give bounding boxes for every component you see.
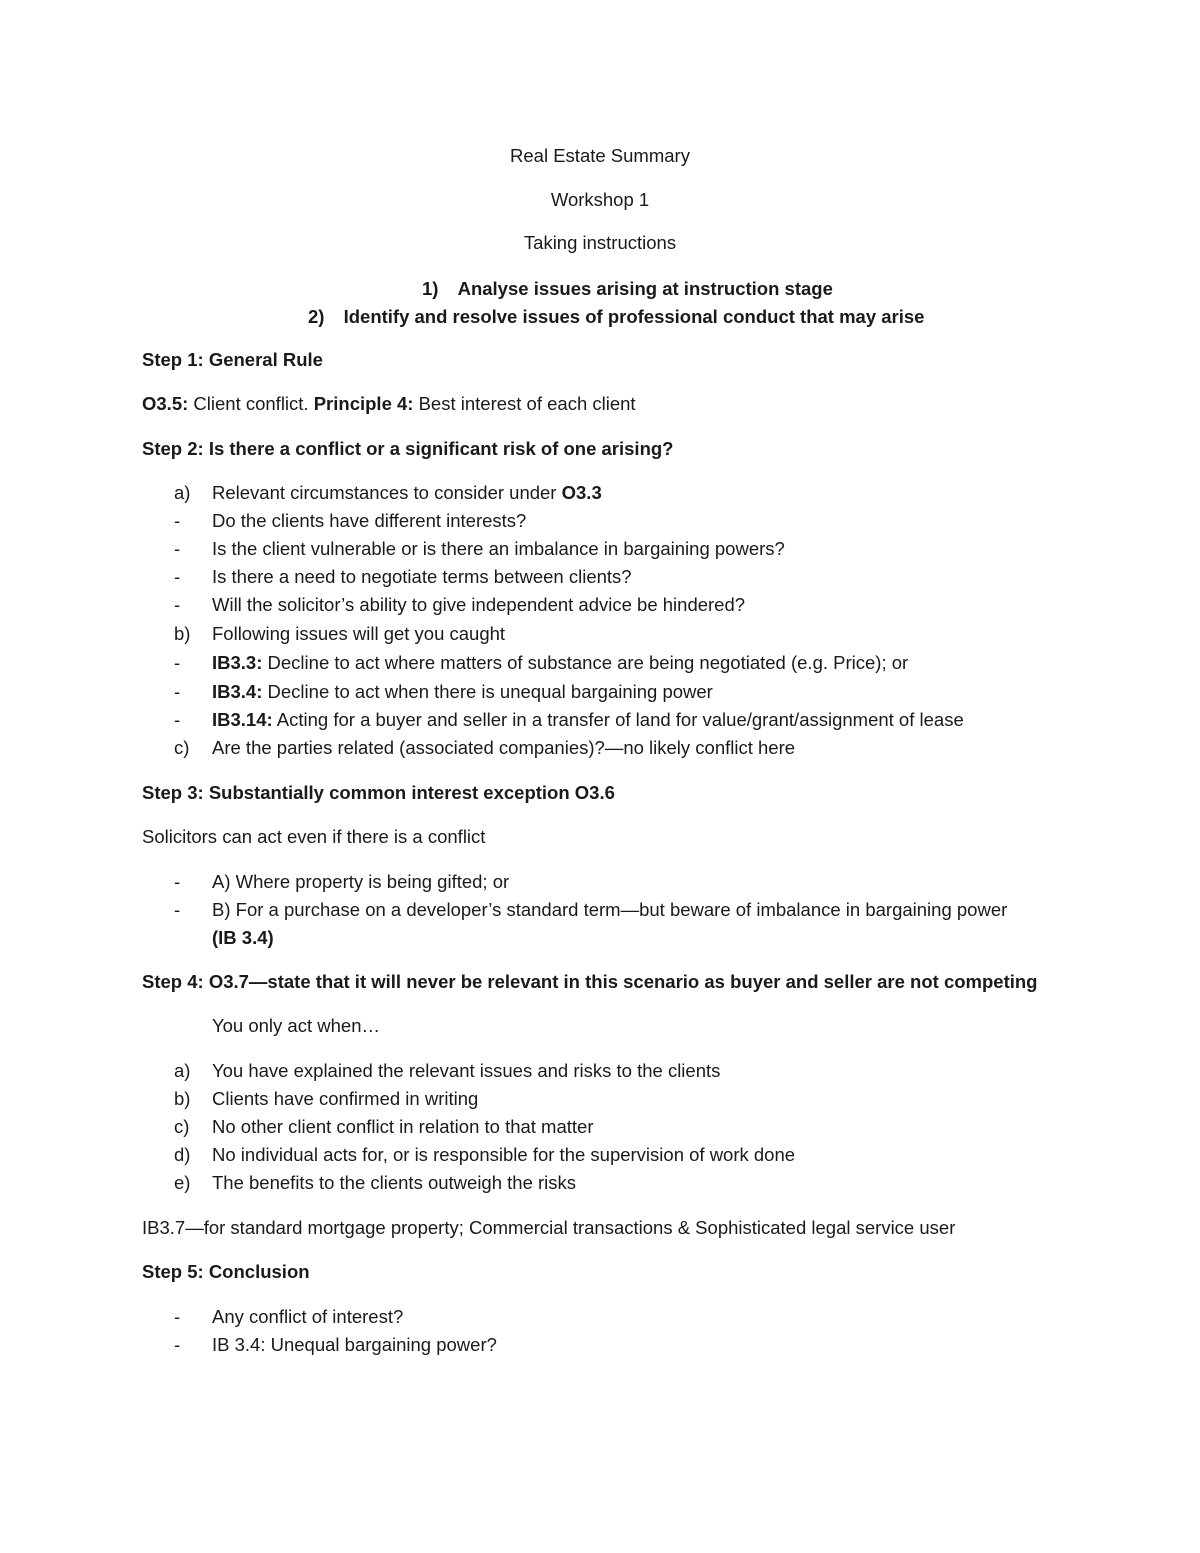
objective-text: Analyse issues arising at instruction stage — [457, 278, 833, 299]
step2-heading: Step 2: Is there a conflict or a significant risk of one arising? — [142, 438, 674, 459]
item-text: Decline to act when there is unequal bargaining power — [262, 681, 713, 702]
rule-text: Client conflict. — [188, 393, 314, 414]
list-item: Will the solicitor’s ability to give independent advice be hindered? — [212, 594, 746, 615]
document-title: Real Estate Summary — [510, 145, 690, 166]
dash-marker: - — [174, 899, 181, 920]
step3-intro: Solicitors can act even if there is a conflict — [142, 826, 486, 847]
list-marker: b) — [174, 1088, 191, 1109]
list-item: No individual acts for, or is responsible for the supervision of work done — [212, 1144, 796, 1165]
dash-marker: - — [174, 594, 181, 615]
list-item: Clients have confirmed in writing — [212, 1088, 479, 1109]
list-item-continuation: (IB 3.4) — [212, 927, 274, 948]
step1-rule — [142, 393, 636, 415]
dash-marker: - — [174, 871, 181, 892]
rule-ref: O3.5: — [142, 393, 189, 414]
workshop-label: Workshop 1 — [550, 189, 650, 210]
step2-item-c: Are the parties related (associated companies)?—no likely conflict here — [212, 737, 796, 758]
objective-text: Identify and resolve issues of professional conduct that may arise — [343, 306, 925, 327]
rule-ref: O3.3 — [561, 482, 602, 503]
dash-marker: - — [174, 709, 181, 730]
list-marker: a) — [174, 1060, 191, 1081]
dash-marker: - — [174, 652, 181, 673]
list-item: No other client conflict in relation to that matter — [212, 1116, 594, 1137]
objective-number: 1) — [422, 278, 439, 299]
step4-intro: You only act when… — [212, 1015, 380, 1036]
section-subtitle: Taking instructions — [523, 232, 677, 253]
item-text: Relevant circumstances to consider under — [212, 482, 562, 503]
step4-heading: Step 4: O3.7—state that it will never be relevant in this scenario as buyer and seller are not competing — [142, 971, 1038, 992]
step2-item-b: Following issues will get you caught — [212, 623, 506, 644]
step5-heading: Step 5: Conclusion — [142, 1261, 310, 1282]
list-marker: a) — [174, 482, 191, 503]
list-item: Is there a need to negotiate terms between clients? — [212, 566, 632, 587]
step1-heading: Step 1: General Rule — [142, 349, 323, 370]
list-item: B) For a purchase on a developer’s standard term—but beware of imbalance in bargaining power — [212, 899, 1008, 920]
dash-marker: - — [174, 566, 181, 587]
dash-marker: - — [174, 1306, 181, 1327]
principle-text: Best interest of each client — [413, 393, 636, 414]
dash-marker: - — [174, 510, 181, 531]
list-marker: d) — [174, 1144, 191, 1165]
list-item — [212, 681, 713, 703]
objective-2 — [308, 306, 924, 328]
list-item: You have explained the relevant issues and risks to the clients — [212, 1060, 721, 1081]
list-marker: c) — [174, 1116, 190, 1137]
objective-1 — [422, 278, 833, 300]
list-item: Any conflict of interest? — [212, 1306, 404, 1327]
list-item: IB 3.4: Unequal bargaining power? — [212, 1334, 497, 1355]
step3-heading: Step 3: Substantially common interest exception O3.6 — [142, 782, 615, 803]
dash-marker: - — [174, 1334, 181, 1355]
objective-number: 2) — [308, 306, 325, 327]
list-item: Is the client vulnerable or is there an imbalance in bargaining powers? — [212, 538, 785, 559]
step4-note: IB3.7—for standard mortgage property; Commercial transactions & Sophisticated legal service user — [142, 1217, 956, 1238]
item-text: Decline to act where matters of substance are being negotiated (e.g. Price); or — [262, 652, 909, 673]
list-item: A) Where property is being gifted; or — [212, 871, 510, 892]
list-marker: b) — [174, 623, 191, 644]
dash-marker: - — [174, 538, 181, 559]
list-item — [212, 652, 908, 674]
step2-item-a — [212, 482, 602, 504]
list-item: The benefits to the clients outweigh the risks — [212, 1172, 577, 1193]
rule-ref: IB3.4: — [212, 681, 263, 702]
list-item — [212, 709, 964, 731]
list-marker: c) — [174, 737, 190, 758]
principle-ref: Principle 4: — [313, 393, 414, 414]
list-item: Do the clients have different interests? — [212, 510, 527, 531]
list-marker: e) — [174, 1172, 191, 1193]
dash-marker: - — [174, 681, 181, 702]
rule-ref: IB3.14: — [212, 709, 273, 730]
item-text: Acting for a buyer and seller in a transfer of land for value/grant/assignment of lease — [272, 709, 964, 730]
rule-ref: IB3.3: — [212, 652, 263, 673]
